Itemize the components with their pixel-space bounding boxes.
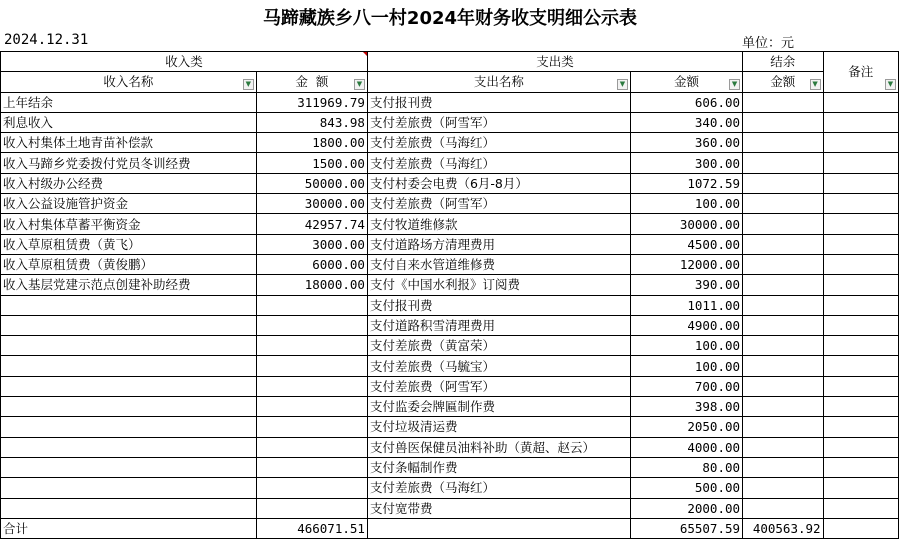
income-amount-cell[interactable] bbox=[256, 336, 367, 356]
expense-name-cell[interactable]: 支付差旅费（阿雪军） bbox=[367, 376, 630, 396]
expense-name-header-label: 支出名称 bbox=[473, 74, 524, 90]
income-name-cell[interactable] bbox=[1, 437, 257, 457]
income-amount-header[interactable] bbox=[256, 72, 367, 92]
total-expense-amount[interactable]: 65507.59 bbox=[630, 518, 742, 538]
expense-amount-cell[interactable]: 700.00 bbox=[630, 376, 742, 396]
expense-amount-cell[interactable]: 30000.00 bbox=[630, 214, 742, 234]
total-expense-name-cell[interactable] bbox=[367, 518, 630, 538]
remarks-cell[interactable] bbox=[823, 153, 898, 173]
table-row bbox=[1, 397, 899, 417]
expense-name-cell[interactable]: 支付兽医保健员油料补助（黄超、赵云） bbox=[367, 437, 630, 457]
income-name-cell[interactable]: 收入村级办公经费 bbox=[1, 173, 257, 193]
expense-amount-header-label: 金额 bbox=[673, 74, 699, 90]
remarks-cell[interactable] bbox=[823, 498, 898, 518]
remarks-cell[interactable] bbox=[823, 315, 898, 335]
expense-amount-cell[interactable]: 100.00 bbox=[630, 194, 742, 214]
filter-dropdown-icon[interactable]: ▼ bbox=[243, 79, 254, 90]
income-amount-cell[interactable] bbox=[256, 376, 367, 396]
table-row bbox=[1, 194, 899, 214]
expense-amount-cell[interactable]: 2000.00 bbox=[630, 498, 742, 518]
income-name-cell[interactable]: 上年结余 bbox=[1, 92, 257, 112]
income-group-header: 收入类 bbox=[1, 52, 368, 72]
balance-amount-cell[interactable] bbox=[743, 173, 824, 193]
expense-amount-cell[interactable]: 1011.00 bbox=[630, 295, 742, 315]
income-name-cell[interactable] bbox=[1, 295, 257, 315]
remarks-cell[interactable] bbox=[823, 457, 898, 477]
income-name-header-label: 收入名称 bbox=[103, 74, 154, 90]
income-amount-header-label: 金 额 bbox=[295, 74, 329, 90]
balance-amount-header[interactable] bbox=[743, 72, 824, 92]
remarks-cell[interactable] bbox=[823, 254, 898, 274]
filter-dropdown-icon[interactable]: ▼ bbox=[729, 79, 740, 90]
table-row bbox=[1, 417, 899, 437]
remarks-cell[interactable] bbox=[823, 275, 898, 295]
expense-name-cell[interactable]: 支付报刊费 bbox=[367, 92, 630, 112]
report-date: 2024.12.31 bbox=[4, 32, 89, 48]
balance-amount-cell[interactable] bbox=[743, 397, 824, 417]
unit-label: 单位：元 bbox=[742, 36, 795, 51]
expense-amount-cell[interactable]: 390.00 bbox=[630, 275, 742, 295]
remarks-cell[interactable] bbox=[823, 478, 898, 498]
remarks-cell[interactable] bbox=[823, 397, 898, 417]
income-name-cell[interactable] bbox=[1, 457, 257, 477]
balance-amount-cell[interactable] bbox=[743, 478, 824, 498]
expense-name-cell[interactable]: 支付差旅费（阿雪军） bbox=[367, 112, 630, 132]
remarks-cell[interactable] bbox=[823, 112, 898, 132]
income-amount-cell[interactable] bbox=[256, 457, 367, 477]
income-name-header[interactable] bbox=[1, 72, 257, 92]
expense-name-cell[interactable]: 支付差旅费（马毓宝） bbox=[367, 356, 630, 376]
balance-amount-cell[interactable] bbox=[743, 234, 824, 254]
income-name-cell[interactable] bbox=[1, 376, 257, 396]
income-name-cell[interactable]: 利息收入 bbox=[1, 112, 257, 132]
expense-amount-cell[interactable]: 12000.00 bbox=[630, 254, 742, 274]
expense-amount-cell[interactable]: 4900.00 bbox=[630, 315, 742, 335]
income-amount-cell[interactable]: 18000.00 bbox=[256, 275, 367, 295]
expense-amount-cell[interactable]: 100.00 bbox=[630, 356, 742, 376]
remarks-cell[interactable] bbox=[823, 133, 898, 153]
table-row bbox=[1, 173, 899, 193]
income-amount-cell[interactable]: 3000.00 bbox=[256, 234, 367, 254]
income-amount-cell[interactable]: 30000.00 bbox=[256, 194, 367, 214]
balance-amount-cell[interactable] bbox=[743, 275, 824, 295]
expense-amount-cell[interactable]: 4500.00 bbox=[630, 234, 742, 254]
finance-table bbox=[0, 51, 899, 539]
balance-amount-cell[interactable] bbox=[743, 498, 824, 518]
table-row bbox=[1, 376, 899, 396]
income-name-cell[interactable]: 收入马蹄乡党委拨付党员冬训经费 bbox=[1, 153, 257, 173]
balance-amount-cell[interactable] bbox=[743, 437, 824, 457]
expense-amount-cell[interactable]: 606.00 bbox=[630, 92, 742, 112]
income-amount-cell[interactable]: 843.98 bbox=[256, 112, 367, 132]
income-amount-cell[interactable] bbox=[256, 315, 367, 335]
table-row bbox=[1, 275, 899, 295]
income-amount-cell[interactable]: 1800.00 bbox=[256, 133, 367, 153]
table-row bbox=[1, 437, 899, 457]
page-title: 马蹄藏族乡八一村2024年财务收支明细公示表 bbox=[262, 8, 638, 29]
remarks-cell[interactable] bbox=[823, 92, 898, 112]
remarks-cell[interactable] bbox=[823, 234, 898, 254]
remarks-cell[interactable] bbox=[823, 417, 898, 437]
remarks-cell[interactable] bbox=[823, 376, 898, 396]
table-row bbox=[1, 153, 899, 173]
table-row bbox=[1, 457, 899, 477]
expense-name-cell[interactable]: 支付监委会牌匾制作费 bbox=[367, 397, 630, 417]
balance-amount-header-label: 金额 bbox=[770, 74, 796, 90]
balance-amount-cell[interactable] bbox=[743, 457, 824, 477]
income-name-cell[interactable] bbox=[1, 498, 257, 518]
expense-name-cell[interactable]: 支付差旅费（阿雪军） bbox=[367, 194, 630, 214]
income-amount-cell[interactable] bbox=[256, 498, 367, 518]
income-name-cell[interactable] bbox=[1, 417, 257, 437]
filter-dropdown-icon[interactable]: ▼ bbox=[885, 79, 896, 90]
filter-dropdown-icon[interactable]: ▼ bbox=[354, 79, 365, 90]
income-name-cell[interactable]: 收入草原租赁费（黄俊鹏） bbox=[1, 254, 257, 274]
income-name-cell[interactable]: 收入村集体土地青苗补偿款 bbox=[1, 133, 257, 153]
income-name-cell[interactable] bbox=[1, 336, 257, 356]
filter-dropdown-icon[interactable]: ▼ bbox=[810, 79, 821, 90]
expense-amount-cell[interactable]: 100.00 bbox=[630, 336, 742, 356]
remarks-cell[interactable] bbox=[823, 356, 898, 376]
remarks-cell[interactable] bbox=[823, 437, 898, 457]
expense-amount-cell[interactable]: 360.00 bbox=[630, 133, 742, 153]
income-amount-cell[interactable] bbox=[256, 397, 367, 417]
balance-amount-cell[interactable] bbox=[743, 356, 824, 376]
remarks-cell[interactable] bbox=[823, 194, 898, 214]
total-income-amount[interactable]: 466071.51 bbox=[256, 518, 367, 538]
expense-name-cell[interactable]: 支付条幅制作费 bbox=[367, 457, 630, 477]
expense-amount-cell[interactable]: 340.00 bbox=[630, 112, 742, 132]
income-name-cell[interactable] bbox=[1, 356, 257, 376]
expense-amount-cell[interactable]: 500.00 bbox=[630, 478, 742, 498]
balance-amount-cell[interactable] bbox=[743, 295, 824, 315]
balance-amount-cell[interactable] bbox=[743, 133, 824, 153]
expense-name-cell[interactable]: 支付报刊费 bbox=[367, 295, 630, 315]
expense-name-cell[interactable]: 支付道路场方清理费用 bbox=[367, 234, 630, 254]
balance-amount-cell[interactable] bbox=[743, 112, 824, 132]
income-name-cell[interactable]: 收入村集体草蓄平衡资金 bbox=[1, 214, 257, 234]
expense-group-header: 支出类 bbox=[367, 52, 742, 72]
balance-amount-cell[interactable] bbox=[743, 214, 824, 234]
remarks-cell[interactable] bbox=[823, 173, 898, 193]
table-row bbox=[1, 336, 899, 356]
balance-amount-cell[interactable] bbox=[743, 153, 824, 173]
balance-amount-cell[interactable] bbox=[743, 92, 824, 112]
income-amount-cell[interactable]: 1500.00 bbox=[256, 153, 367, 173]
expense-amount-cell[interactable]: 80.00 bbox=[630, 457, 742, 477]
table-row bbox=[1, 234, 899, 254]
filter-dropdown-icon[interactable]: ▼ bbox=[617, 79, 628, 90]
table-row bbox=[1, 295, 899, 315]
table-body bbox=[1, 92, 899, 518]
expense-amount-cell[interactable]: 4000.00 bbox=[630, 437, 742, 457]
income-amount-cell[interactable]: 311969.79 bbox=[256, 92, 367, 112]
table-row bbox=[1, 133, 899, 153]
balance-amount-cell[interactable] bbox=[743, 376, 824, 396]
expense-name-cell[interactable]: 支付《中国水利报》订阅费 bbox=[367, 275, 630, 295]
total-balance-amount[interactable]: 400563.92 bbox=[743, 518, 824, 538]
income-name-cell[interactable] bbox=[1, 397, 257, 417]
balance-amount-cell[interactable] bbox=[743, 254, 824, 274]
income-amount-cell[interactable]: 50000.00 bbox=[256, 173, 367, 193]
income-amount-cell[interactable] bbox=[256, 295, 367, 315]
total-row bbox=[1, 518, 899, 538]
income-name-cell[interactable] bbox=[1, 478, 257, 498]
income-amount-cell[interactable] bbox=[256, 437, 367, 457]
income-amount-cell[interactable] bbox=[256, 478, 367, 498]
total-label[interactable]: 合计 bbox=[1, 518, 257, 538]
total-remarks-cell[interactable] bbox=[823, 518, 898, 538]
income-amount-cell[interactable]: 42957.74 bbox=[256, 214, 367, 234]
table-row bbox=[1, 214, 899, 234]
expense-name-cell[interactable]: 支付差旅费（马海红） bbox=[367, 153, 630, 173]
table-row bbox=[1, 92, 899, 112]
expense-name-cell[interactable]: 支付牧道维修款 bbox=[367, 214, 630, 234]
income-name-cell[interactable]: 收入公益设施管护资金 bbox=[1, 194, 257, 214]
expense-name-cell[interactable]: 支付村委会电费（6月-8月） bbox=[367, 173, 630, 193]
expense-amount-cell[interactable]: 2050.00 bbox=[630, 417, 742, 437]
table-row bbox=[1, 356, 899, 376]
income-amount-cell[interactable] bbox=[256, 356, 367, 376]
expense-amount-cell[interactable]: 300.00 bbox=[630, 153, 742, 173]
table-row bbox=[1, 112, 899, 132]
balance-amount-cell[interactable] bbox=[743, 194, 824, 214]
balance-amount-cell[interactable] bbox=[743, 336, 824, 356]
expense-name-cell[interactable]: 支付道路积雪清理费用 bbox=[367, 315, 630, 335]
remarks-cell[interactable] bbox=[823, 295, 898, 315]
remarks-header[interactable] bbox=[823, 52, 898, 93]
income-amount-cell[interactable]: 6000.00 bbox=[256, 254, 367, 274]
balance-amount-cell[interactable] bbox=[743, 417, 824, 437]
expense-amount-cell[interactable]: 1072.59 bbox=[630, 173, 742, 193]
expense-name-cell[interactable]: 支付差旅费（马海红） bbox=[367, 133, 630, 153]
expense-name-cell[interactable]: 支付垃圾清运费 bbox=[367, 417, 630, 437]
remarks-header-label: 备注 bbox=[848, 64, 874, 80]
income-name-cell[interactable]: 收入基层党建示范点创建补助经费 bbox=[1, 275, 257, 295]
expense-name-cell[interactable]: 支付差旅费（黄富荣） bbox=[367, 336, 630, 356]
expense-name-header[interactable] bbox=[367, 72, 630, 92]
remarks-cell[interactable] bbox=[823, 336, 898, 356]
expense-name-cell[interactable]: 支付自来水管道维修费 bbox=[367, 254, 630, 274]
balance-amount-cell[interactable] bbox=[743, 315, 824, 335]
expense-amount-header[interactable] bbox=[630, 72, 742, 92]
table-row bbox=[1, 315, 899, 335]
expense-name-cell[interactable]: 支付差旅费（马海红） bbox=[367, 478, 630, 498]
expense-name-cell[interactable]: 支付宽带费 bbox=[367, 498, 630, 518]
remarks-cell[interactable] bbox=[823, 214, 898, 234]
income-name-cell[interactable] bbox=[1, 315, 257, 335]
income-amount-cell[interactable] bbox=[256, 417, 367, 437]
expense-amount-cell[interactable]: 398.00 bbox=[630, 397, 742, 417]
table-row bbox=[1, 478, 899, 498]
table-row bbox=[1, 498, 899, 518]
table-row bbox=[1, 254, 899, 274]
balance-group-header: 结余 bbox=[743, 52, 824, 72]
income-name-cell[interactable]: 收入草原租赁费（黄飞） bbox=[1, 234, 257, 254]
